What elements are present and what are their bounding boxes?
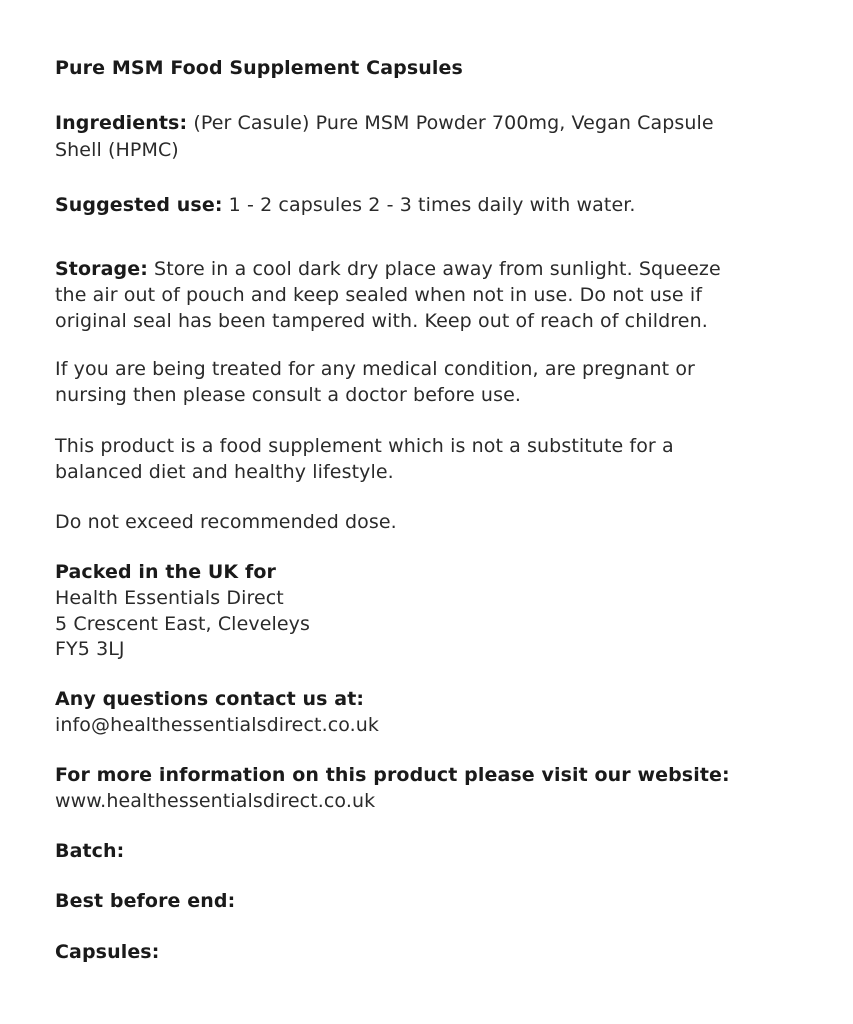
suggested-use-line <box>55 192 636 218</box>
contact-heading: Any questions contact us at: <box>55 688 365 710</box>
dose-warning: Do not exceed recommended dose. <box>55 511 397 533</box>
website-url: www.healthessentialsdirect.co.uk <box>55 790 376 812</box>
ingredients-text-1: (Per Casule) Pure MSM Powder 700mg, Vegan Capsule <box>193 112 714 134</box>
food-supplement-text-2: balanced diet and healthy lifestyle. <box>55 461 394 483</box>
medical-text-2: nursing then please consult a doctor before use. <box>55 384 521 406</box>
batch-label: Batch: <box>55 840 125 862</box>
packed-company: Health Essentials Direct <box>55 587 284 609</box>
packed-postcode: FY5 3LJ <box>55 638 125 660</box>
suggested-use-text: 1 - 2 capsules 2 - 3 times daily with water. <box>228 194 636 216</box>
storage-heading: Storage: <box>55 258 148 280</box>
ingredients-line-1 <box>55 110 714 136</box>
storage-text-2: the air out of pouch and keep sealed when not in use. Do not use if <box>55 284 703 306</box>
medical-text-1: If you are being treated for any medical condition, are pregnant or <box>55 358 695 380</box>
suggested-use-heading: Suggested use: <box>55 194 223 216</box>
product-title: Pure MSM Food Supplement Capsules <box>55 57 463 79</box>
website-heading: For more information on this product please visit our website: <box>55 764 730 786</box>
packed-heading: Packed in the UK for <box>55 561 276 583</box>
packed-street: 5 Crescent East, Cleveleys <box>55 613 310 635</box>
contact-email: info@healthessentialsdirect.co.uk <box>55 714 380 736</box>
storage-text-3: original seal has been tampered with. Keep out of reach of children. <box>55 310 708 332</box>
best-before-label: Best before end: <box>55 890 236 912</box>
storage-text-1: Store in a cool dark dry place away from sunlight. Squeeze <box>154 258 721 280</box>
food-supplement-text-1: This product is a food supplement which is not a substitute for a <box>55 435 674 457</box>
ingredients-text-2: Shell (HPMC) <box>55 139 179 161</box>
capsules-label: Capsules: <box>55 941 160 963</box>
storage-line-1 <box>55 256 721 282</box>
ingredients-heading: Ingredients: <box>55 112 188 134</box>
